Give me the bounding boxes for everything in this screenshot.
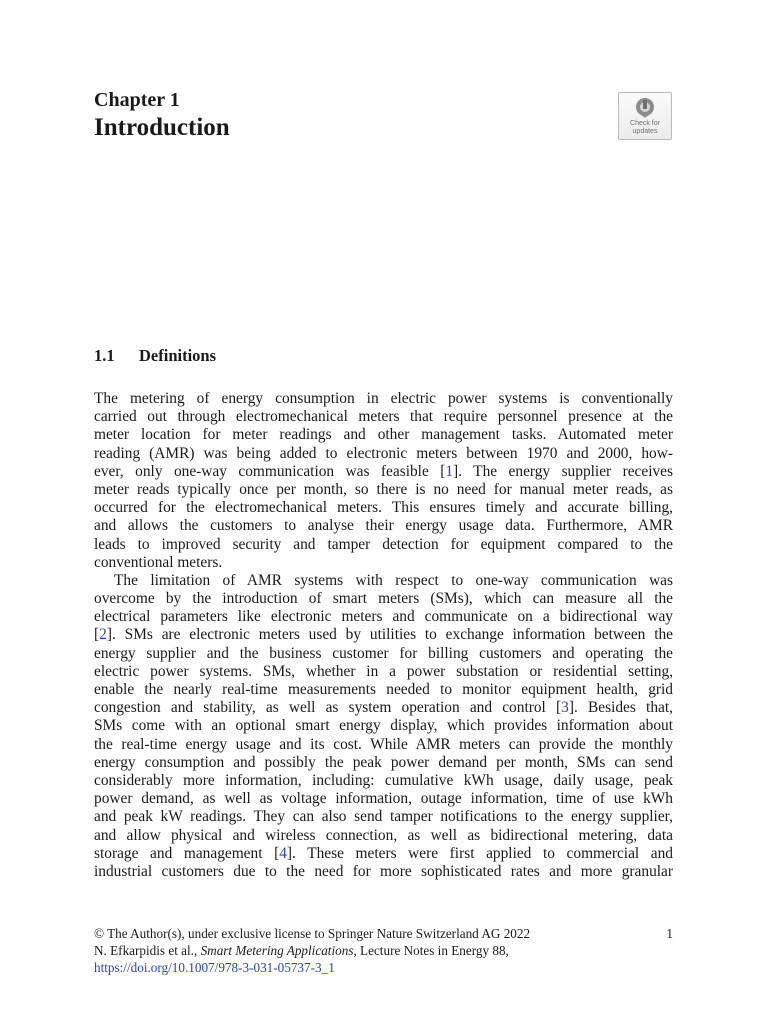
text-line: reading (AMR) was being added to electronic meters between 1970 and 2000, how- bbox=[94, 444, 673, 462]
text-line: storage and management [4]. These meters were first applied to commercial and bbox=[94, 844, 673, 862]
text-line: and allows the customers to analyse their energy usage data. Furthermore, AMR bbox=[94, 517, 673, 535]
citation-line: N. Efkarpidis et al., Smart Metering Applications, Lecture Notes in Energy 88, bbox=[94, 943, 509, 958]
text-line: considerably more information, including: cumulative kWh usage, daily usage, peak bbox=[94, 771, 673, 789]
footer bbox=[94, 925, 673, 976]
text-line: The limitation of AMR systems with respect to one-way communication was bbox=[114, 571, 673, 589]
text-line: [2]. SMs are electronic meters used by utilities to exchange information between the bbox=[94, 626, 673, 644]
citation-link[interactable]: 1 bbox=[445, 462, 454, 480]
badge-label: Check for updates bbox=[630, 120, 660, 135]
text-line: ever, only one-way communication was feasible [1]. The energy supplier receives bbox=[94, 462, 673, 480]
section-number: 1.1 bbox=[94, 346, 115, 365]
chapter-title: Introduction bbox=[94, 114, 230, 141]
section-title: Definitions bbox=[139, 346, 217, 365]
text-line: leads to improved security and tamper detection for equipment compared to the bbox=[94, 535, 673, 553]
text-line: energy consumption and possibly the peak power demand per month, SMs can send bbox=[94, 753, 673, 771]
copyright-text: © The Author(s), under exclusive license to Springer Nature Switzerland AG 2022 bbox=[94, 926, 531, 941]
text-line: SMs come with an optional smart energy display, which provides information about bbox=[94, 717, 673, 735]
text-line: power demand, as well as voltage information, outage information, time of use kWh bbox=[94, 790, 673, 808]
citation-link[interactable]: 3 bbox=[561, 699, 569, 717]
book-title: Smart Metering Applications bbox=[200, 943, 354, 958]
citation-link[interactable]: 4 bbox=[279, 844, 287, 862]
text-line: electrical parameters like electronic meters and communicate on a bidirectional way bbox=[94, 608, 673, 626]
text-line: and allow physical and wireless connection, as well as bidirectional metering, data bbox=[94, 826, 673, 844]
text-line: electric power systems. SMs, whether in a power substation or residential setting, bbox=[94, 662, 673, 680]
body-text bbox=[94, 390, 673, 881]
check-for-updates-badge[interactable] bbox=[618, 92, 672, 140]
page-number: 1 bbox=[666, 926, 673, 941]
text-line: meter location for meter readings and other management tasks. Automated meter bbox=[94, 426, 673, 444]
text-line: carried out through electromechanical meters that require personnel presence at the bbox=[94, 408, 673, 426]
text-line: enable the nearly real-time measurements needed to monitor equipment health, grid bbox=[94, 681, 673, 698]
text-line: and peak kW readings. They can also send tamper notifications to the energy supplier, bbox=[94, 808, 673, 826]
section-heading bbox=[94, 346, 216, 366]
citation-link[interactable]: 2 bbox=[99, 626, 107, 644]
check-for-updates-icon bbox=[635, 97, 655, 119]
text-line: meter reads typically once per month, so there is no need for manual meter reads, as bbox=[94, 480, 673, 498]
text-line: congestion and stability, as well as system operation and control [3]. Besides that, bbox=[94, 699, 673, 717]
text-line: the real-time energy usage and its cost. While AMR meters can provide the monthly bbox=[94, 735, 673, 753]
chapter-label: Chapter 1 bbox=[94, 89, 180, 111]
doi-link[interactable]: https://doi.org/10.1007/978-3-031-05737-3_1 bbox=[94, 960, 335, 975]
text-line: industrial customers due to the need for more sophisticated rates and more granular bbox=[94, 862, 673, 880]
text-line: overcome by the introduction of smart meters (SMs), which can measure all the bbox=[94, 590, 673, 608]
text-line: occurred for the electromechanical meters. This ensures timely and accurate billing, bbox=[94, 499, 673, 517]
text-line: energy supplier and the business customer for billing customers and operating the bbox=[94, 644, 673, 662]
copyright-line bbox=[94, 925, 673, 942]
text-line: conventional meters. bbox=[94, 553, 223, 571]
doi-line bbox=[94, 959, 673, 976]
text-line: The metering of energy consumption in electric power systems is conventionally bbox=[94, 390, 673, 407]
